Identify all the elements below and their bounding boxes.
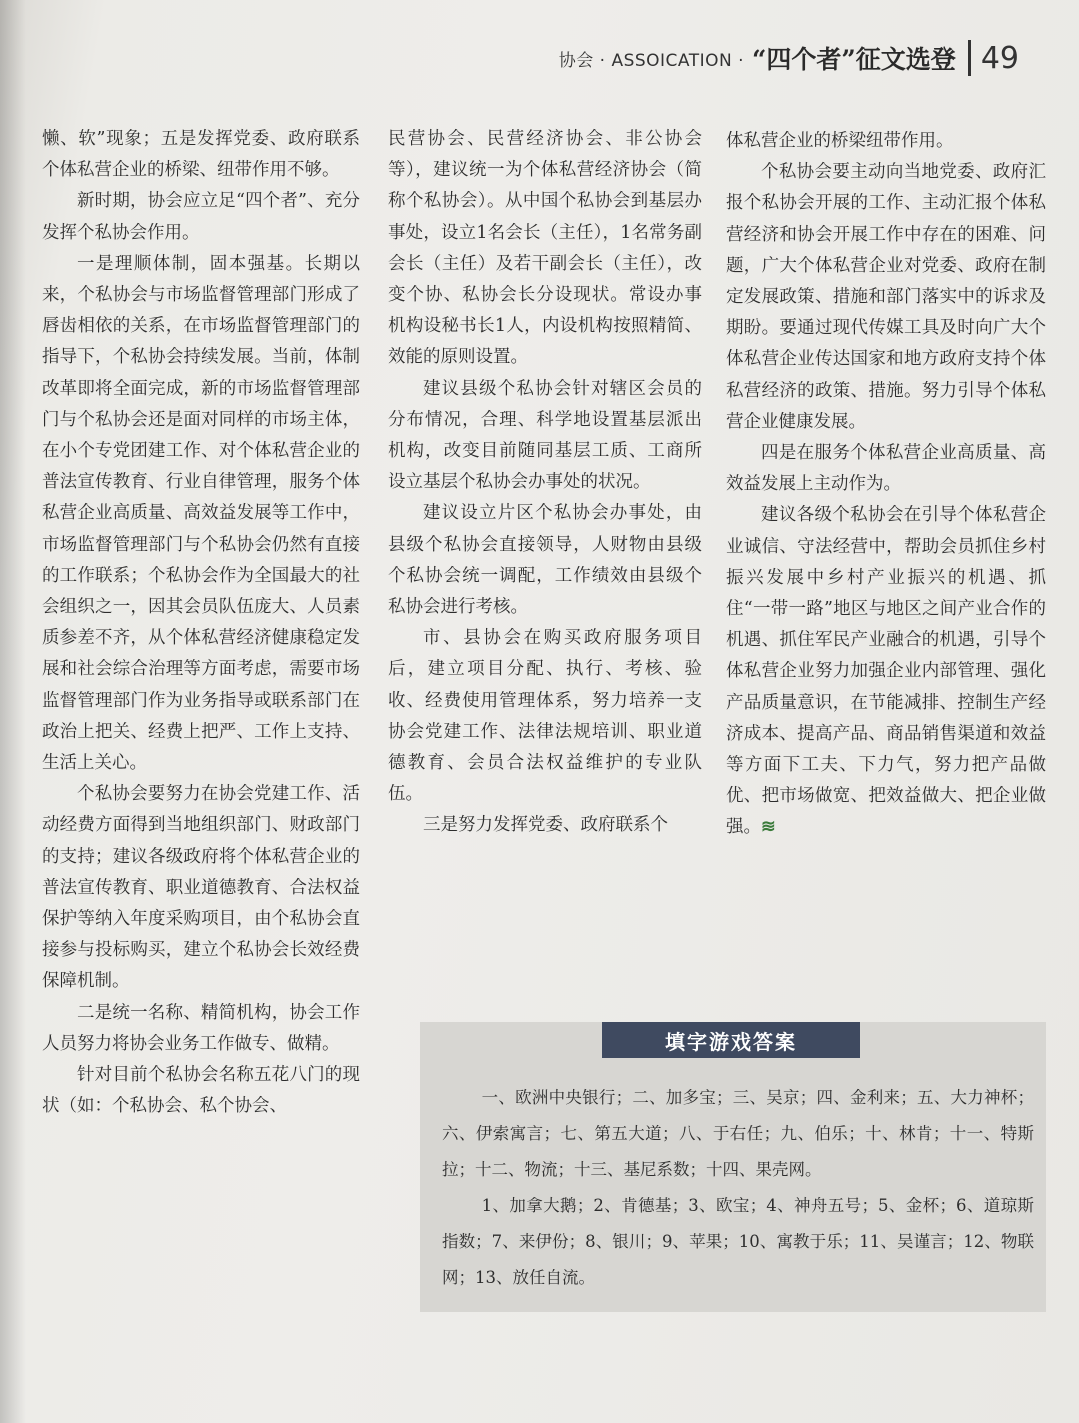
page-number: 49 <box>980 40 1019 76</box>
paragraph: 三是努力发挥党委、政府联系个 <box>423 815 668 836</box>
paragraph: 二是统一名称、精简机构，协会工作人员努力将协会业务工作做专、做精。 <box>42 1002 360 1054</box>
answers-across: 一、欧洲中央银行；二、加多宝；三、吴京；四、金利来；五、大力神杯；六、伊索寓言；七、第五大道；八、于右任；九、伯乐；十、林肯；十一、特斯拉；十二、物流；十三、基尼系数；十四、果壳网。 <box>442 1088 1034 1179</box>
paragraph: 针对目前个私协会名称五花八门的现状（如：个私协会、私个协会、 <box>42 1065 360 1117</box>
paragraph <box>726 500 1046 843</box>
paragraph: 个私协会要主动向当地党委、政府汇报个私协会开展的工作、主动汇报个体私营经济和协会开展工作中存在的困难、问题，广大个体私营企业对党委、政府在制定发展政策、措施和部门落实中的诉求及期盼。要通过现代传媒工具及时向广大个体私营企业传达国家和地方政府支持个体私营经济的政策、措施。努力引导个体私营企业健康发展。 <box>726 162 1046 432</box>
paragraph-text: 建议各级个私协会在引导个体私营企业诚信、守法经营中，帮助会员抓住乡村振兴发展中乡村产业振兴的机遇、抓住“一带一路”地区与地区之间产业合作的机遇、抓住军民产业融合的机遇，引导个体私营企业努力加强企业内部管理、强化产品质量意识，在节能减排、控制生产经济成本、提高产品、商品销售渠道和效益等方面下工夫、下力气，努力把产品做优、把市场做宽、把效益做大、把企业做强。 <box>726 505 1046 838</box>
header-divider <box>968 40 971 76</box>
paragraph: 四是在服务个体私营企业高质量、高效益发展上主动作为。 <box>726 443 1046 495</box>
paragraph: 个私协会要努力在协会党建工作、活动经费方面得到当地组织部门、财政部门的支持；建议各级政府将个体私营企业的普法宣传教育、职业道德教育、合法权益保护等纳入年度采购项目，由个私协会直接参与投标购买，建立个私协会长效经费保障机制。 <box>42 784 360 992</box>
paragraph: 体私营企业的桥梁纽带作用。 <box>726 131 954 151</box>
text-column-3 <box>726 126 1046 844</box>
section-label: 协会 · ASSOICATION · <box>558 50 745 71</box>
paragraph: 建议设立片区个私协会办事处，由县级个私协会直接领导，人财物由县级个私协会统一调配，工作绩效由县级个私协会进行考核。 <box>388 503 702 618</box>
article-end-icon: ≋ <box>761 817 776 838</box>
paragraph: 市、县协会在购买政府服务项目后，建立项目分配、执行、考核、验收、经费使用管理体系，努力培养一支协会党建工作、法律法规培训、职业道德教育、会员合法权益维护的专业队伍。 <box>388 628 702 805</box>
paragraph: 一是理顺体制，固本强基。长期以来，个私协会与市场监督管理部门形成了唇齿相依的关系，在市场监督管理部门的指导下，个私协会持续发展。当前，体制改革即将全面完成，新的市场监督管理部门与个私协会还是面对同样的市场主体，在小个专党团建工作、对个体私营企业的普法宣传教育、行业自律管理，服务个体私营企业高质量、高效益发展等工作中，市场监督管理部门与个私协会仍然有直接的工作联系；个私协会作为全国最大的社会组织之一，因其会员队伍庞大、人员素质参差不齐，从个体私营经济健康稳定发展和社会综合治理等方面考虑，需要市场监督管理部门作为业务指导或联系部门在政治上把关、经费上把严、工作上支持、生活上关心。 <box>42 253 360 774</box>
text-column-2 <box>388 124 702 842</box>
paragraph: 懒、软”现象；五是发挥党委、政府联系个体私营企业的桥梁、纽带作用不够。 <box>42 129 360 181</box>
paragraph: 建议县级个私协会针对辖区会员的分布情况，合理、科学地设置基层派出机构，改变目前随同基层工质、工商所设立基层个私协会办事处的状况。 <box>388 378 702 493</box>
answers-down: 1、加拿大鹅；2、肯德基；3、欧宝；4、神舟五号；5、金杯；6、道琼斯指数；7、来伊份；8、银川；9、苹果；10、寓教于乐；11、吴谨言；12、物联网；13、放任自流。 <box>442 1196 1034 1287</box>
paragraph: 新时期，协会应立足“四个者”、充分发挥个私协会作用。 <box>42 191 360 243</box>
spine-shadow <box>0 0 26 1423</box>
header-title: “四个者”征文选登 <box>752 45 956 74</box>
page-header <box>559 36 1019 80</box>
text-column-1 <box>42 124 360 1123</box>
crossword-answer-text <box>442 1080 1034 1296</box>
crossword-answer-title: 填字游戏答案 <box>602 1022 860 1058</box>
paragraph: 民营协会、民营经济协会、非公协会等），建议统一为个体私营经济协会（简称个私协会）。从中国个私协会到基层办事处，设立1名会长（主任），1名常务副会长（主任）及若干副会长（主任），改变个协、私协会长分设现状。常设办事机构设秘书长1人，内设机构按照精简、效能的原则设置。 <box>388 129 702 368</box>
